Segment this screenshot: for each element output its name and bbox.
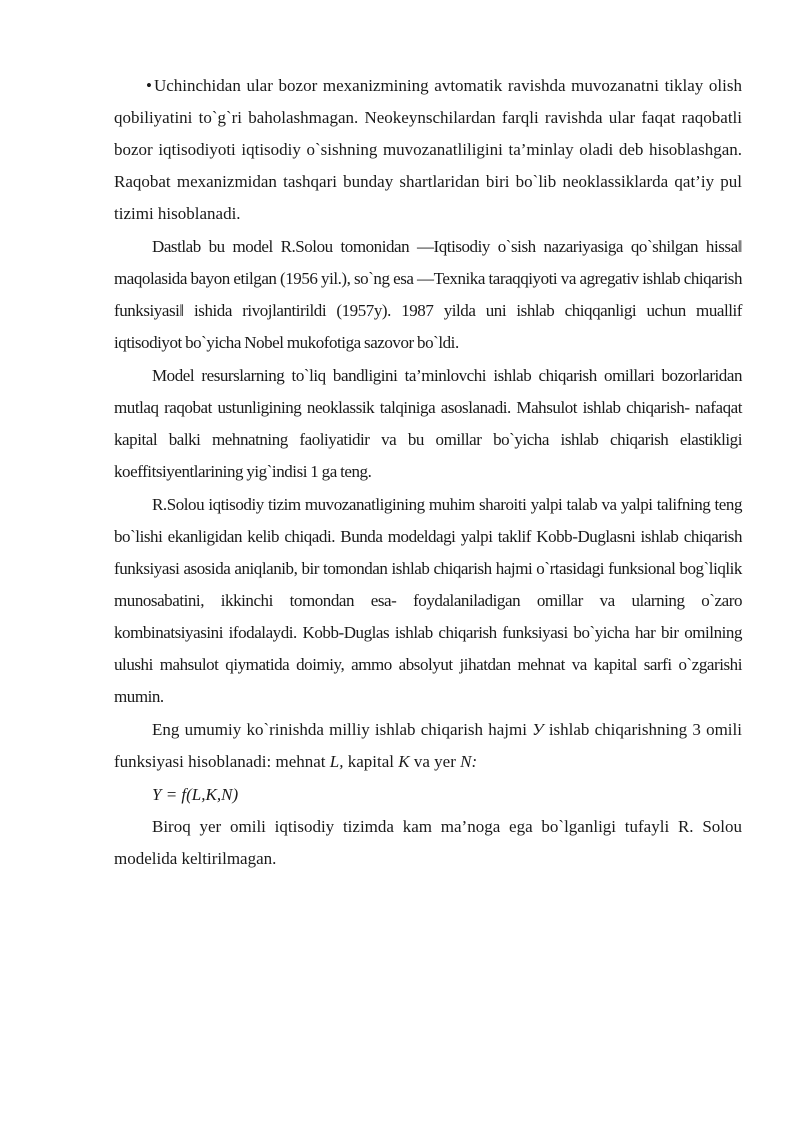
paragraph-bullet-third-point	[114, 70, 742, 230]
paragraph-solow-model-origin: Dastlab bu model R.Solou tomonidan ―Iqtisodiy o`sish nazariyasiga qo`shilgan hissa‖ maqolasida bayon etilgan (1956 yil.), so`ng esa ―Texnika taraqqiyoti va agregativ ishlab chiqarish funksiyasi‖ ishida rivojlantirildi (1957y). 1987 yilda uni ishlab chiqqanligi uchun muallif iqtisodiyot bo`yicha Nobel mukofotiga sazovor bo`ldi.	[114, 237, 742, 352]
output-symbol-y: У	[532, 720, 544, 739]
labor-symbol-l: L,	[329, 752, 344, 771]
paragraph-production-function-intro	[114, 714, 742, 778]
bullet-marker: •	[146, 76, 152, 95]
paragraph-land-factor-note: Biroq yer omili iqtisodiy tizimda kam ma’noga ega bo`lganligi tufayli R. Solou modelida keltirilmagan.	[114, 817, 742, 868]
text-segment: kapital	[343, 752, 399, 771]
text-segment: va yer	[409, 752, 461, 771]
land-symbol-n: N:	[460, 752, 478, 771]
production-function-formula: Y = f(L,K,N)	[152, 785, 239, 804]
text-segment: Eng umumiy ko`rinishda milliy ishlab chiqarish hajmi	[152, 720, 533, 739]
capital-symbol-k: K	[398, 752, 410, 771]
paragraph-equilibrium-conditions: R.Solou iqtisodiy tizim muvozanatligining muhim sharoiti yalpi talab va yalpi talifning teng bo`lishi ekanligidan kelib chiqadi. Bunda modeldagi yalpi taklif Kobb-Duglasni ishlab chiqarish funksiyasi asosida aniqlanib, bir tomondan ishlab chiqarish hajmi o`rtasidagi funksional bog`liqlik munosabatini, ikkinchi tomondan esa- foydalaniladigan omillar va ularning o`zaro kombinatsiyasini ifodalaydi. Kobb-Duglas ishlab chiqarish funksiyasi bo`yicha har bir omilning ulushi mahsulot qiymatida doimiy, ammo absolyut jihatdan mehnat va kapital sarfi o`zgarishi mumin.	[114, 495, 742, 706]
paragraph-text: Uchinchidan ular bozor mexanizmining avtomatik ravishda muvozanatni tiklay olish qobiliyatini to`g`ri baholashmagan. Neokeynschilardan farqli ravishda ular faqat raqobatli bozor iqtisodiyoti iqtisodiy o`sishning muvozanatliligini ta’minlay oladi deb hisoblashgan. Raqobat mexanizmidan tashqari bunday shartlaridan biri bo`lib neoklassiklarda qat’iy pul tizimi hisoblanadi.	[114, 76, 742, 223]
paragraph-model-assumptions: Model resurslarning to`liq bandligini ta’minlovchi ishlab chiqarish omillari bozorlaridan mutlaq raqobat ustunligining neoklassik talqiniga asoslanadi. Mahsulot ishlab chiqarish- nafaqat kapital balki mehnatning faoliyatidir va bu omillar bo`yicha ishlab chiqarish elastikligi koeffitsiyentlarining yig`indisi 1 ga teng.	[114, 366, 742, 481]
document-page	[114, 70, 742, 876]
text-segment: ishlab chiqarishning 3 omili funksiyasi hisoblanadi: mehnat	[114, 720, 742, 771]
